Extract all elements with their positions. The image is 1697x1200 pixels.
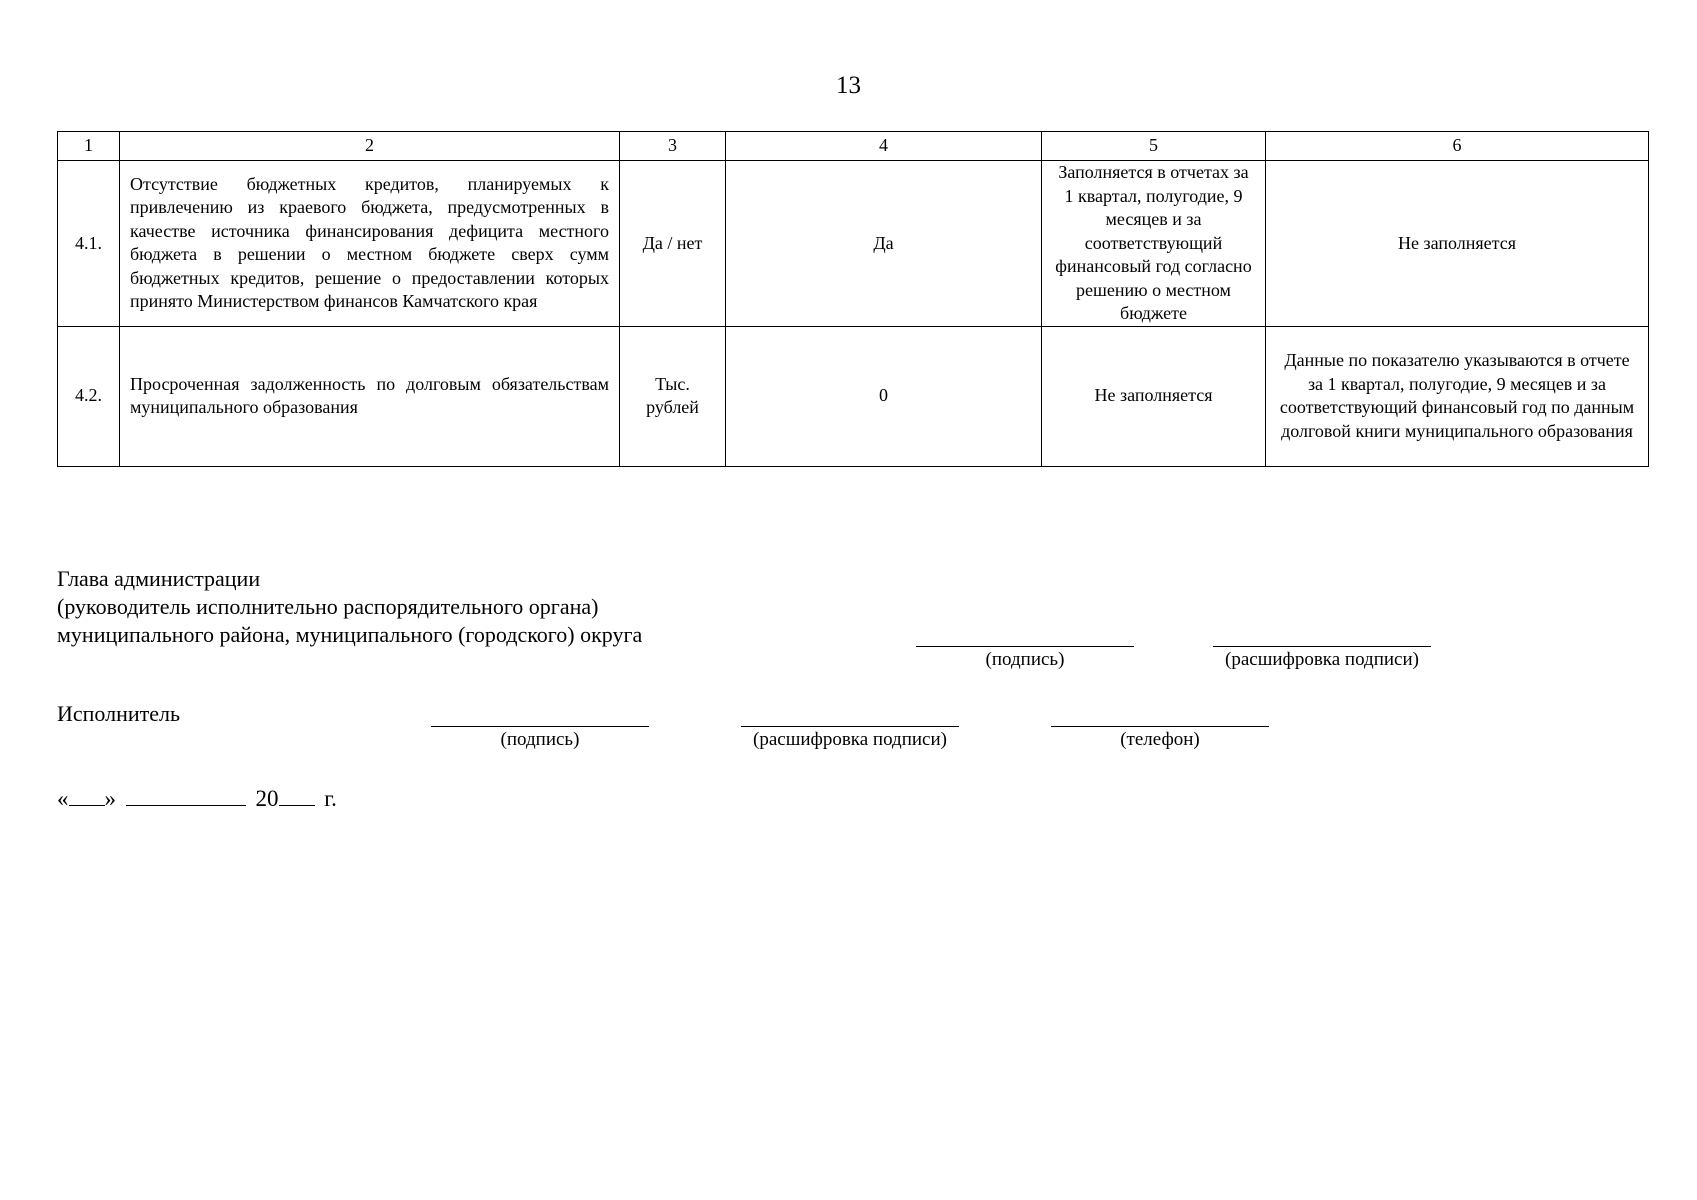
- indicator-description: Просроченная задолженность по долговым обязательствам муниципального образования: [120, 326, 620, 466]
- column-header: 2: [120, 132, 620, 161]
- page-number: 13: [836, 72, 861, 99]
- executor-label: Исполнитель: [57, 701, 181, 726]
- year-suffix: г.: [324, 786, 337, 811]
- executor-decoding-line: [741, 726, 959, 727]
- unit-cell: Тыс. рублей: [620, 326, 726, 466]
- date-line: [57, 783, 337, 812]
- unit-cell: Да / нет: [620, 161, 726, 327]
- indicator-description: Отсутствие бюджетных кредитов, планируемых к привлечению из краевого бюджета, предусмотренных в качестве источника финансирования дефицита местного бюджета в решении о местном бюджете сверх сумм бюджетных кредитов, решение о предоставлении которых принято Министерством финансов Камчатского края: [120, 161, 620, 327]
- column-header: 3: [620, 132, 726, 161]
- head-decoding-line: [1213, 646, 1431, 647]
- value-cell: Да: [726, 161, 1042, 327]
- year-blank: [279, 783, 315, 806]
- head-title-line: (руководитель исполнительно распорядительного органа): [57, 594, 599, 619]
- executor-phone-caption: (телефон): [1120, 729, 1200, 750]
- column-5-cell: Не заполняется: [1042, 326, 1266, 466]
- column-6-cell: Данные по показателю указываются в отчете за 1 квартал, полугодие, 9 месяцев и за соответствующий финансовый год по данным долговой книги муниципального образования: [1266, 326, 1649, 466]
- executor-phone-line: [1051, 726, 1269, 727]
- value-cell: 0: [726, 326, 1042, 466]
- table-row: [58, 161, 1649, 327]
- head-signature-caption: (подпись): [985, 649, 1065, 670]
- column-header: 5: [1042, 132, 1266, 161]
- head-title-block: [57, 565, 642, 649]
- row-number: 4.1.: [58, 161, 120, 327]
- executor-decoding-caption: (расшифровка подписи): [753, 729, 947, 750]
- column-header: 6: [1266, 132, 1649, 161]
- open-quote: «: [57, 786, 69, 811]
- close-quote: »: [104, 786, 116, 811]
- executor-signature-line: [431, 726, 649, 727]
- executor-signature-caption: (подпись): [500, 729, 580, 750]
- column-5-cell: Заполняется в отчетах за 1 квартал, полугодие, 9 месяцев и за соответствующий финансовый год согласно решению о местном бюджете: [1042, 161, 1266, 327]
- column-6-cell: Не заполняется: [1266, 161, 1649, 327]
- day-blank: [69, 783, 105, 806]
- head-decoding-caption: (расшифровка подписи): [1225, 649, 1419, 670]
- head-signature-line: [916, 646, 1134, 647]
- row-number: 4.2.: [58, 326, 120, 466]
- head-title-line: Глава администрации: [57, 566, 261, 591]
- month-blank: [126, 783, 246, 806]
- table-header-row: [58, 132, 1649, 161]
- column-header: 4: [726, 132, 1042, 161]
- indicator-table: [57, 131, 1649, 467]
- year-prefix: 20: [255, 786, 279, 811]
- column-header: 1: [58, 132, 120, 161]
- table-row: [58, 326, 1649, 466]
- head-title-line: муниципального района, муниципального (городского) округа: [57, 622, 643, 647]
